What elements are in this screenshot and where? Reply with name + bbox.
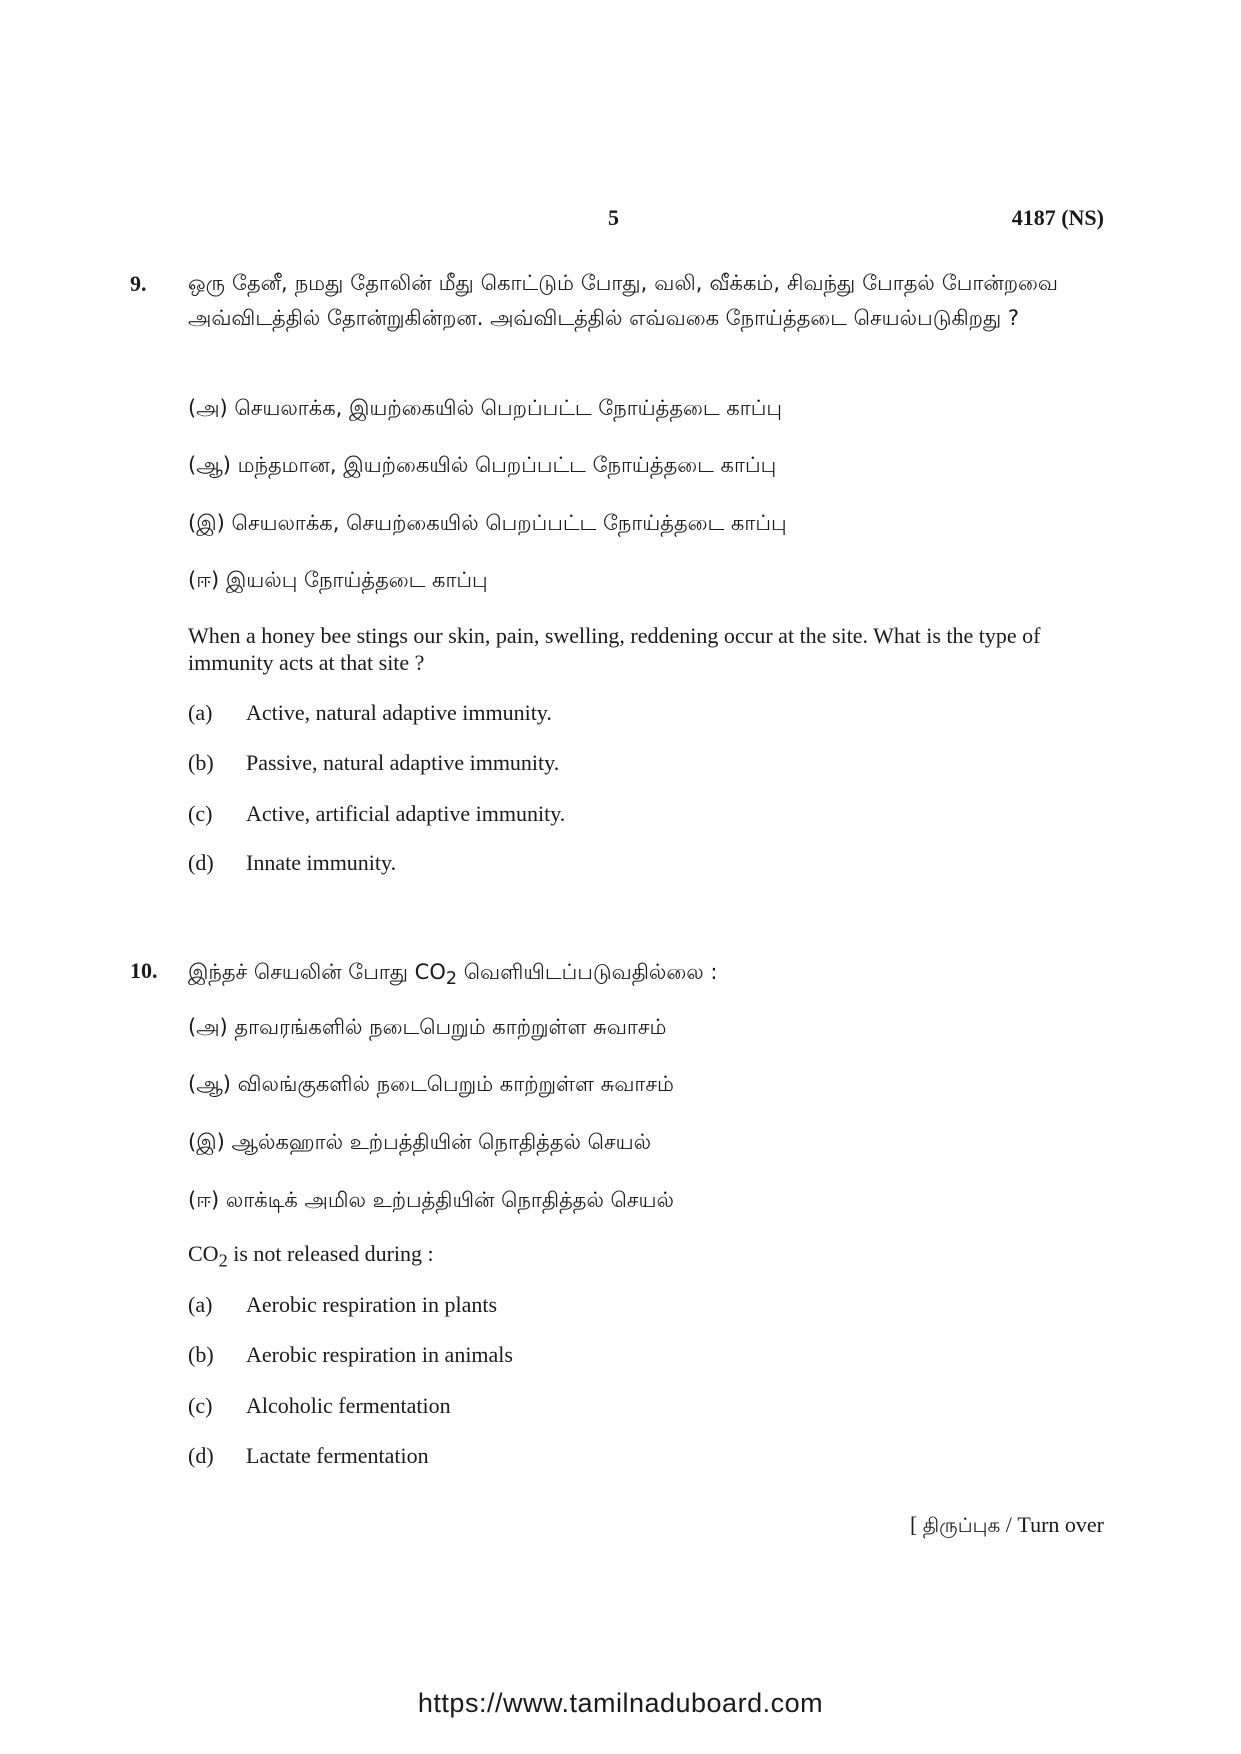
option-label: (a) (188, 700, 213, 725)
option-text: Alcoholic fermentation (246, 1393, 451, 1418)
question-10-tamil-option-d: (ஈ) லாக்டிக் அமில உற்பத்தியின் நொதித்தல் செயல் (188, 1188, 674, 1212)
option-text: Active, natural adaptive immunity. (246, 700, 552, 725)
option-label: (a) (188, 1292, 213, 1317)
question-9-tamil-option-a: (அ) செயலாக்க, இயற்கையில் பெறப்பட்ட நோய்த்தடை காப்பு (188, 396, 782, 420)
co2-subscript: 2 (218, 1250, 228, 1271)
question-10-tamil-pre: இந்தச் செயலின் போது CO (188, 960, 446, 984)
footer-url: https://www.tamilnaduboard.com (417, 1688, 824, 1718)
page-number: 5 (608, 205, 619, 230)
turn-over-bracket: [ (909, 1512, 923, 1537)
question-9-tamil-option-d: (ஈ) இயல்பு நோய்த்தடை காப்பு (188, 568, 488, 592)
option-text: Innate immunity. (246, 850, 397, 875)
co2-subscript: 2 (445, 969, 458, 990)
question-10-english-pre: CO (188, 1241, 219, 1266)
turn-over-separator: / (1000, 1512, 1018, 1537)
question-10-number: 10. (130, 958, 158, 983)
question-9-option-d (188, 850, 396, 876)
question-9-number: 9. (130, 271, 147, 296)
option-text: Aerobic respiration in plants (246, 1292, 498, 1317)
question-9-tamil-option-c: (இ) செயலாக்க, செயற்கையில் பெறப்பட்ட நோய்த்தடை காப்பு (188, 511, 787, 535)
question-10-tamil-option-a: (அ) தாவரங்களில் நடைபெறும் காற்றுள்ள சுவாசம் (188, 1015, 667, 1039)
question-10-option-c (188, 1393, 451, 1419)
option-label: (c) (188, 801, 213, 826)
turn-over-tamil: திருப்புக (922, 1513, 1001, 1537)
option-text: Active, artificial adaptive immunity. (246, 801, 566, 826)
question-10-english-post: is not released during : (227, 1241, 434, 1266)
option-label: (d) (188, 850, 214, 875)
question-10-tamil-post: வெளியிடப்படுவதில்லை : (457, 960, 718, 984)
question-10-english (188, 1240, 1068, 1274)
question-10-option-a (188, 1292, 497, 1318)
option-label: (d) (188, 1443, 214, 1468)
question-9-option-a (188, 700, 552, 726)
option-text: Aerobic respiration in animals (246, 1342, 513, 1367)
question-9-tamil-option-b: (ஆ) மந்தமான, இயற்கையில் பெறப்பட்ட நோய்த்தடை காப்பு (188, 453, 777, 477)
question-9-english: When a honey bee stings our skin, pain, swelling, reddening occur at the site. What is the type of immunity acts at that site ? (188, 623, 1041, 675)
question-9-tamil: ஒரு தேனீ, நமது தோலின் மீது கொட்டும் போது, வலி, வீக்கம், சிவந்து போதல் போன்றவை அவ்விடத்தில் தோன்றுகின்றன. அவ்விடத்தில் எவ்வகை நோய்த்தடை செயல்படுகிறது ? (188, 271, 1058, 330)
question-10-option-b (188, 1342, 513, 1368)
option-label: (c) (188, 1393, 213, 1418)
option-label: (b) (188, 750, 214, 775)
question-10-option-d (188, 1443, 429, 1469)
question-10-tamil-option-b: (ஆ) விலங்குகளில் நடைபெறும் காற்றுள்ள சுவாசம் (188, 1072, 674, 1096)
question-10-tamil-option-c: (இ) ஆல்கஹால் உற்பத்தியின் நொதித்தல் செயல் (188, 1130, 652, 1154)
question-10-tamil (188, 955, 1058, 997)
turn-over-note (910, 1512, 1104, 1540)
question-9-option-c (188, 801, 565, 827)
option-text: Passive, natural adaptive immunity. (246, 750, 560, 775)
option-label: (b) (188, 1342, 214, 1367)
option-text: Lactate fermentation (246, 1443, 429, 1468)
turn-over-english: Turn over (1017, 1512, 1104, 1537)
paper-code: 4187 (NS) (1011, 205, 1104, 230)
question-9-option-b (188, 750, 559, 776)
